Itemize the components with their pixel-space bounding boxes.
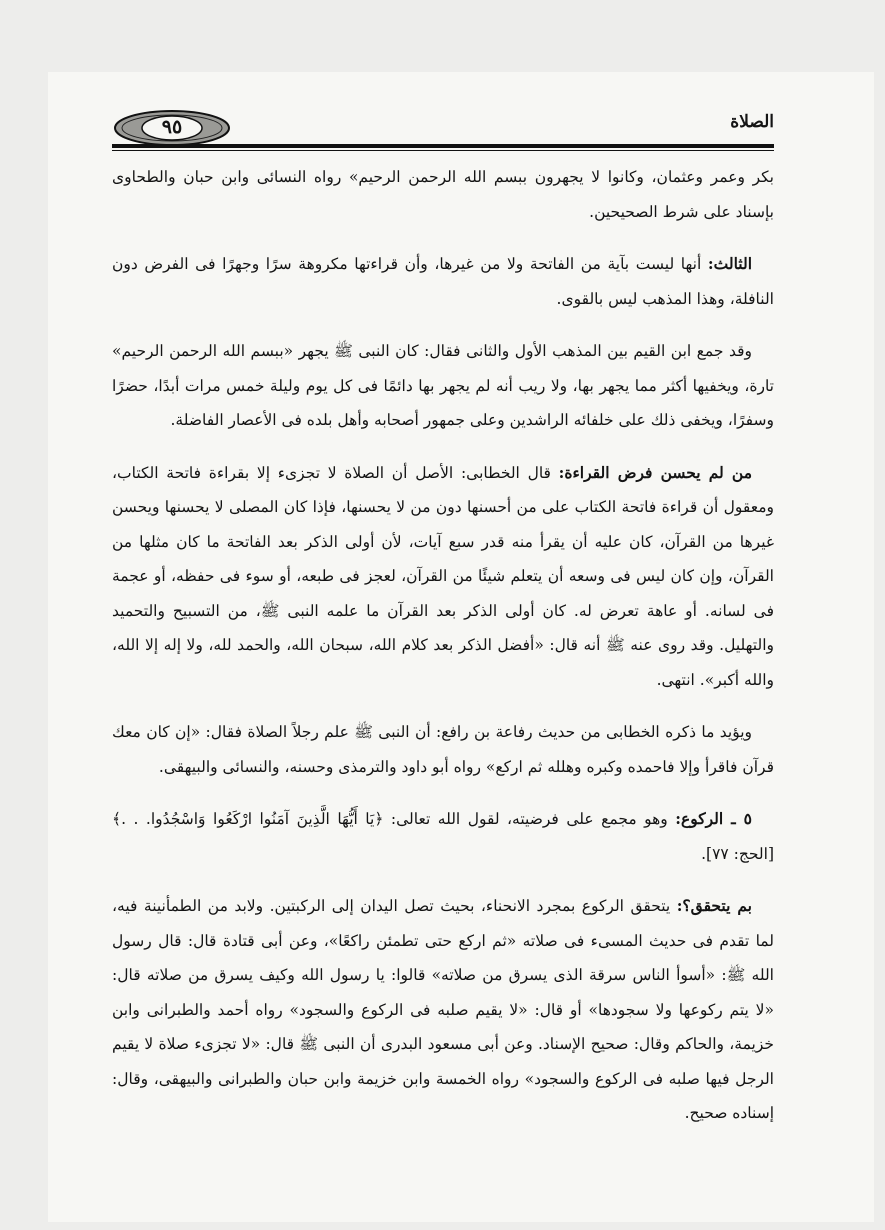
paragraph-heading: الثالث: (707, 254, 752, 273)
header-rule (112, 144, 774, 148)
paragraph: بكر وعمر وعثمان، وكانوا لا يجهرون ببسم الله الرحمن الرحيم» رواه النسائى وابن حبان والطحاوى بإسناد على شرط الصحيحين. (112, 168, 774, 221)
body-text (112, 160, 774, 1210)
chapter-title: الصلاة (730, 112, 774, 132)
paragraph: ويؤيد ما ذكره الخطابى من حديث رفاعة بن رافع: أن النبى ﷺ علم رجلاً الصلاة فقال: «إن كان معك قرآن فاقرأ وإلا فاحمده وكبره وهلله ثم اركع» رواه أبو داود والترمذى وحسنه، والنسائى والبيهقى. (112, 723, 774, 776)
paragraph-heading: ٥ ـ الركوع: (675, 809, 752, 828)
paragraph: من لم يحسن فرض القراءة: قال الخطابى: الأصل أن الصلاة لا تجزىء إلا بقراءة فاتحة الكتاب، ومعقول أن قراءة فاتحة الكتاب على من أحسنها دون من لا يحسنها، فإذا كان المصلى لا يحسنها ويحسن غيرها من القرآن، كان عليه أن يقرأ منه قدر سبع آيات، لأن أولى الذكر بعد الفاتحة ما كان مثلها من القرآن، وإن كان ليس فى وسعه أن يتعلم شيئًا من القرآن، لعجز فى طبعه، أو سوء فى حفظه، أو عجمة فى لسانه. أو عاهة تعرض له. كان أولى الذكر بعد القرآن ما علمه النبى ﷺ، من التسبيح والتحميد والتهليل. وقد روى عنه ﷺ أنه قال: «أفضل الذكر بعد كلام الله، سبحان الله، والحمد لله، ولا إله إلا الله، والله أكبر». انتهى. (112, 462, 774, 689)
page-number: ٩٥ (161, 116, 183, 138)
header-rule-thin (112, 150, 774, 151)
paragraph: الثالث: أنها ليست بآية من الفاتحة ولا من غيرها، وأن قراءتها مكروهة سرًا وجهرًا فى الفرض دون النافلة، وهذا المذهب ليس بالقوى. (112, 254, 774, 308)
paragraph: وقد جمع ابن القيم بين المذهب الأول والثانى فقال: كان النبى ﷺ يجهر «ببسم الله الرحمن الرحيم» تارة، ويخفيها أكثر مما يجهر بها، ولا ريب أنه لم يجهر بها دائمًا فى كل يوم وليلة خمس مرات أبدًا، حضرًا وسفرًا، ويخفى ذلك على خلفائه الراشدين وعلى جمهور أصحابه وأهل بلده فى الأعصار الفاضلة. (112, 342, 774, 429)
paragraph: ٥ ـ الركوع: وهو مجمع على فرضيته، لقول الله تعالى: ﴿يَا أَيُّهَا الَّذِينَ آمَنُوا ارْكَعُوا وَاسْجُدُوا. . .﴾ [الحج: ٧٧]. (112, 809, 774, 863)
paragraph: بم يتحقق؟: يتحقق الركوع بمجرد الانحناء، بحيث تصل اليدان إلى الركبتين. ولابد من الطمأنينة فيه، لما تقدم فى حديث المسىء فى صلاته «ثم اركع حتى تطمئن راكعًا»، وعن أبى قتادة قال: قال رسول الله ﷺ: «أسوأ الناس سرقة الذى يسرق من صلاته» قالوا: يا رسول الله وكيف يسرق من صلاته قال: «لا يتم ركوعها ولا سجودها» أو قال: «لا يقيم صلبه فى الركوع والسجود» رواه أحمد والطبرانى وابن خزيمة، والحاكم وقال: صحيح الإسناد. وعن أبى مسعود البدرى أن النبى ﷺ قال: «لا تجزىء صلاة لا يقيم الرجل فيها صلبه فى الركوع والسجود» رواه الخمسة وابن خزيمة وابن حبان والطبرانى والبيهقى، وقال: إسناده صحيح. (112, 896, 774, 1122)
paragraph-heading: بم يتحقق؟: (676, 896, 752, 915)
paragraph-heading: من لم يحسن فرض القراءة: (558, 462, 753, 482)
